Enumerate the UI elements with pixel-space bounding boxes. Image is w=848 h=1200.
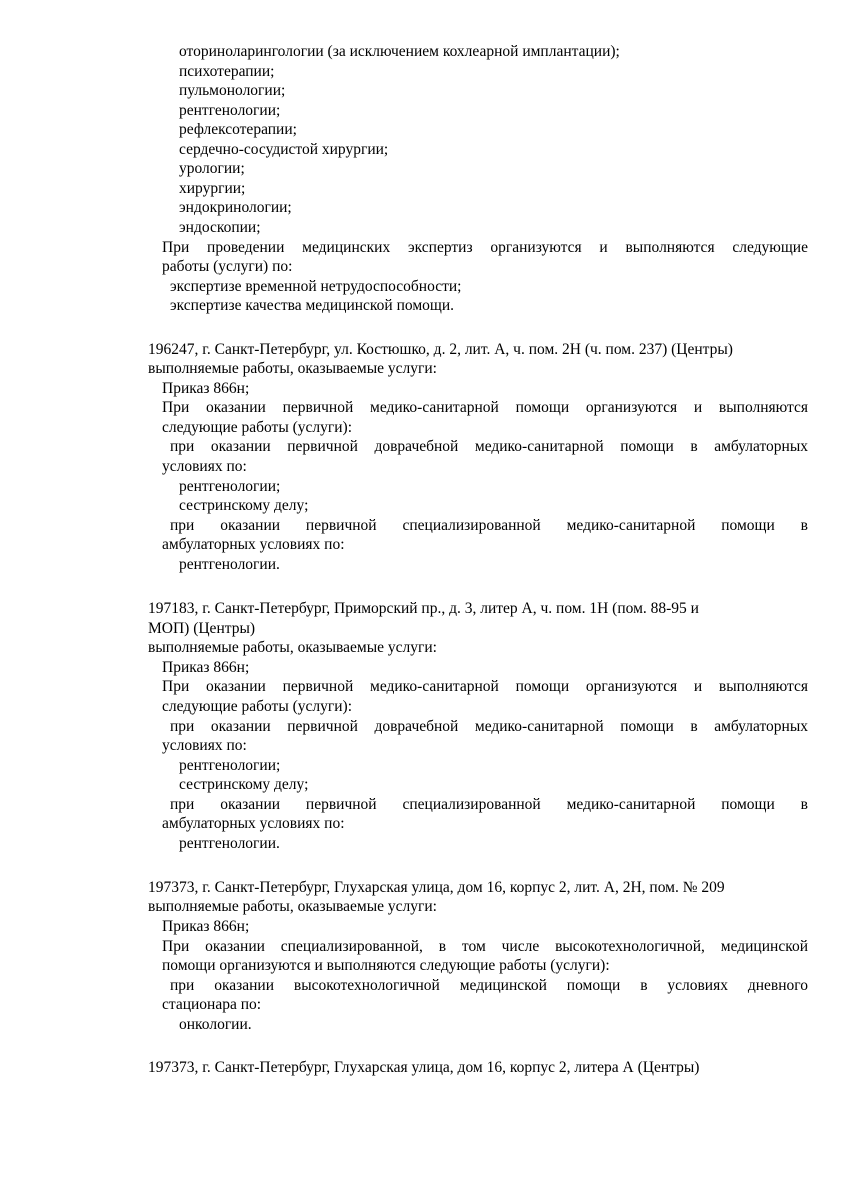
dovr-heading: при оказании первичной доврачебной медико-санитарной помощи в амбулаторных — [170, 718, 808, 735]
works-heading: выполняемые работы, оказываемые услуги: — [148, 639, 437, 656]
service-item: рентгенологии; — [179, 757, 281, 774]
order-line: Приказ 866н; — [162, 659, 250, 676]
specialty-item: рентгенологии; — [179, 102, 281, 119]
specialty-item: сердечно-сосудистой хирургии; — [179, 141, 389, 158]
address-line: 197373, г. Санкт-Петербург, Глухарская улица, дом 16, корпус 2, лит. А, 2Н, пом. № 209 — [148, 879, 725, 896]
service-item: рентгенологии; — [179, 478, 281, 495]
dovr-heading: при оказании первичной доврачебной медико-санитарной помощи в амбулаторных — [170, 438, 808, 455]
spec-heading-cont: амбулаторных условиях по: — [162, 536, 345, 553]
spec-heading: при оказании первичной специализированной медико-санитарной помощи в — [170, 796, 808, 813]
address-line: 197183, г. Санкт-Петербург, Приморский пр., д. 3, литер А, ч. пом. 1Н (пом. 88-95 и — [148, 600, 699, 617]
dovr-heading-cont: условиях по: — [162, 737, 247, 754]
specialty-item: хирургии; — [179, 180, 246, 197]
address-line: 196247, г. Санкт-Петербург, ул. Костюшко, д. 2, лит. А, ч. пом. 2Н (ч. пом. 237) (Центры) — [148, 341, 733, 358]
expertise-item: экспертизе временной нетрудоспособности; — [170, 278, 462, 295]
specialty-item: психотерапии; — [179, 63, 275, 80]
pmsp-heading-cont: следующие работы (услуги): — [162, 698, 353, 715]
service-item: сестринскому делу; — [179, 776, 309, 793]
address-line-cont: МОП) (Центры) — [148, 620, 256, 637]
specialty-item: урологии; — [179, 160, 245, 177]
order-line: Приказ 866н; — [162, 380, 250, 397]
service-item: рентгенологии. — [179, 556, 280, 573]
specialty-item: эндокринологии; — [179, 199, 292, 216]
specialty-item: оториноларингологии (за исключением кохлеарной имплантации); — [179, 43, 620, 60]
day-hospital-heading-cont: стационара по: — [162, 996, 262, 1013]
day-hospital-heading: при оказании высокотехнологичной медицинской помощи в условиях дневного — [170, 977, 808, 994]
vmp-heading-cont: помощи организуются и выполняются следующие работы (услуги): — [162, 957, 610, 974]
specialty-item: пульмонологии; — [179, 82, 286, 99]
expertise-heading-cont: работы (услуги) по: — [162, 258, 293, 275]
address-line: 197373, г. Санкт-Петербург, Глухарская улица, дом 16, корпус 2, литера А (Центры) — [148, 1059, 700, 1076]
pmsp-heading: При оказании первичной медико-санитарной помощи организуются и выполняются — [162, 678, 808, 695]
expertise-heading: При проведении медицинских экспертиз организуются и выполняются следующие — [162, 239, 808, 256]
spec-heading-cont: амбулаторных условиях по: — [162, 815, 345, 832]
spec-heading: при оказании первичной специализированной медико-санитарной помощи в — [170, 517, 808, 534]
service-item: онкологии. — [179, 1016, 252, 1033]
specialty-item: эндоскопии; — [179, 219, 261, 236]
specialty-item: рефлексотерапии; — [179, 121, 297, 138]
expertise-item: экспертизе качества медицинской помощи. — [170, 297, 454, 314]
pmsp-heading: При оказании первичной медико-санитарной помощи организуются и выполняются — [162, 399, 808, 416]
vmp-heading: При оказании специализированной, в том числе высокотехнологичной, медицинской — [162, 938, 808, 955]
service-item: рентгенологии. — [179, 835, 280, 852]
order-line: Приказ 866н; — [162, 918, 250, 935]
dovr-heading-cont: условиях по: — [162, 458, 247, 475]
works-heading: выполняемые работы, оказываемые услуги: — [148, 898, 437, 915]
works-heading: выполняемые работы, оказываемые услуги: — [148, 360, 437, 377]
pmsp-heading-cont: следующие работы (услуги): — [162, 419, 353, 436]
service-item: сестринскому делу; — [179, 497, 309, 514]
